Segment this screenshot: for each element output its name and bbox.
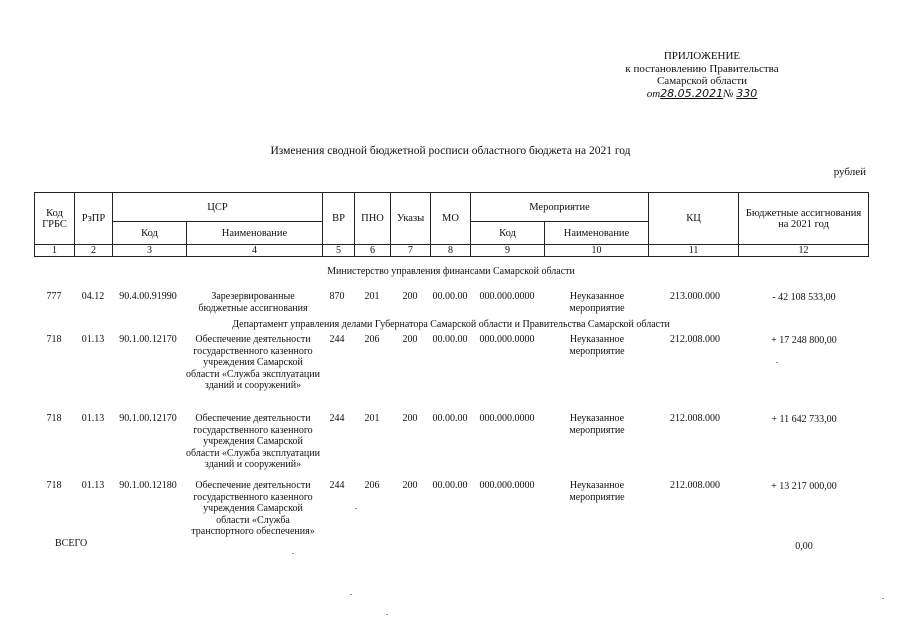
signature-number: 330 [736, 86, 758, 100]
cell-event-code: 000.000.0000 [479, 291, 535, 302]
total-label: ВСЕГО [55, 538, 88, 549]
header-pno: ПНО [355, 193, 391, 245]
header-rzpr: РзПР [75, 193, 113, 245]
scan-speck [355, 508, 357, 509]
cell-vr: 244 [329, 413, 345, 424]
cell-kc: 213.000.000 [670, 291, 720, 302]
total-value: 0,00 [795, 541, 813, 552]
header-event-name: Наименование [545, 222, 649, 245]
scan-speck [292, 553, 294, 554]
cell-vr: 870 [329, 291, 345, 302]
cell-csr-code: 90.1.00.12170 [119, 334, 177, 345]
cell-kc: 212.008.000 [670, 334, 720, 345]
cell-allocation: + 13 217 000,00 [771, 481, 837, 492]
cell-vr: 244 [329, 480, 345, 491]
col-number: 9 [471, 245, 545, 257]
cell-ukazy: 200 [402, 291, 418, 302]
appendix-region: Самарской области [656, 75, 748, 87]
cell-mo: 00.00.00 [432, 480, 468, 491]
units-label: рублей [833, 166, 866, 178]
cell-rzpr: 01.13 [81, 480, 105, 491]
cell-pno: 201 [364, 291, 380, 302]
header-grbs: Код ГРБС [35, 193, 75, 245]
header-event: Мероприятие [471, 193, 649, 222]
cell-allocation: - 42 108 533,00 [772, 292, 836, 303]
col-number: 11 [649, 245, 739, 257]
section-title: Департамент управления делами Губернатора Самарской области и Правительства Самарской области [232, 319, 670, 330]
header-mo: МО [431, 193, 471, 245]
col-number: 6 [355, 245, 391, 257]
scan-speck [882, 598, 884, 599]
appendix-title: ПРИЛОЖЕНИЕ [663, 50, 741, 62]
cell-rzpr: 01.13 [81, 334, 105, 345]
cell-mo: 00.00.00 [432, 291, 468, 302]
appendix-block [560, 50, 844, 100]
col-number: 3 [113, 245, 187, 257]
header-csr-code: Код [113, 222, 187, 245]
header-event-code: Код [471, 222, 545, 245]
cell-event-code: 000.000.0000 [479, 334, 535, 345]
cell-csr-name: Обеспечение деятельности государственного казенного учреждения Самарской области «Служба эксплуатации зданий и сооружений» [186, 334, 320, 391]
cell-ukazy: 200 [402, 334, 418, 345]
cell-event-name: Неуказанное мероприятие [569, 413, 625, 436]
cell-event-code: 000.000.0000 [479, 413, 535, 424]
header-ukazy: Указы [391, 193, 431, 245]
document-title: Изменения сводной бюджетной росписи областного бюджета на 2021 год [270, 145, 631, 157]
header-vr: ВР [323, 193, 355, 245]
header-csr: ЦСР [113, 193, 323, 222]
cell-event-name: Неуказанное мероприятие [569, 291, 625, 314]
cell-rzpr: 04.12 [81, 291, 105, 302]
cell-pno: 201 [364, 413, 380, 424]
header-allocations: Бюджетные ассигнования на 2021 год [739, 193, 869, 245]
section-title: Министерство управления финансами Самарской области [327, 266, 575, 277]
signature-number-label: № [723, 87, 734, 100]
scan-speck [350, 594, 352, 595]
appendix-subtitle: к постановлению Правительства [625, 62, 779, 75]
cell-grbs: 718 [46, 334, 62, 345]
col-number: 1 [35, 245, 75, 257]
scan-speck [386, 614, 388, 615]
cell-csr-code: 90.1.00.12180 [119, 480, 177, 491]
header-kc: КЦ [649, 193, 739, 245]
cell-csr-name: Обеспечение деятельности государственного казенного учреждения Самарской области «Служба транспортного обеспечения» [191, 480, 315, 537]
cell-event-code: 000.000.0000 [479, 480, 535, 491]
cell-grbs: 718 [46, 480, 62, 491]
cell-pno: 206 [364, 480, 380, 491]
cell-csr-code: 90.4.00.91990 [119, 291, 177, 302]
cell-vr: 244 [329, 334, 345, 345]
cell-ukazy: 200 [402, 413, 418, 424]
cell-grbs: 718 [46, 413, 62, 424]
cell-csr-name: Зарезервированные бюджетные ассигнования [198, 291, 308, 314]
signature-prefix: от [646, 87, 661, 100]
budget-table-header [34, 192, 869, 257]
cell-kc: 212.008.000 [670, 480, 720, 491]
cell-event-name: Неуказанное мероприятие [569, 480, 625, 503]
col-number: 5 [323, 245, 355, 257]
cell-kc: 212.008.000 [670, 413, 720, 424]
col-number: 12 [739, 245, 869, 257]
cell-allocation: + 11 642 733,00 [771, 414, 837, 425]
cell-pno: 206 [364, 334, 380, 345]
col-number: 10 [545, 245, 649, 257]
cell-rzpr: 01.13 [81, 413, 105, 424]
cell-mo: 00.00.00 [432, 413, 468, 424]
signature-date: 28.05.2021 [660, 86, 724, 100]
scan-speck [776, 362, 778, 363]
cell-ukazy: 200 [402, 480, 418, 491]
cell-mo: 00.00.00 [432, 334, 468, 345]
cell-allocation: + 17 248 800,00 [771, 335, 837, 346]
header-csr-name: Наименование [187, 222, 323, 245]
cell-event-name: Неуказанное мероприятие [569, 334, 625, 357]
cell-csr-code: 90.1.00.12170 [119, 413, 177, 424]
col-number: 4 [187, 245, 323, 257]
col-number: 7 [391, 245, 431, 257]
cell-csr-name: Обеспечение деятельности государственного казенного учреждения Самарской области «Служба эксплуатации зданий и сооружений» [186, 413, 320, 470]
col-number: 2 [75, 245, 113, 257]
col-number: 8 [431, 245, 471, 257]
appendix-signature-line [560, 88, 844, 101]
cell-grbs: 777 [46, 291, 62, 302]
